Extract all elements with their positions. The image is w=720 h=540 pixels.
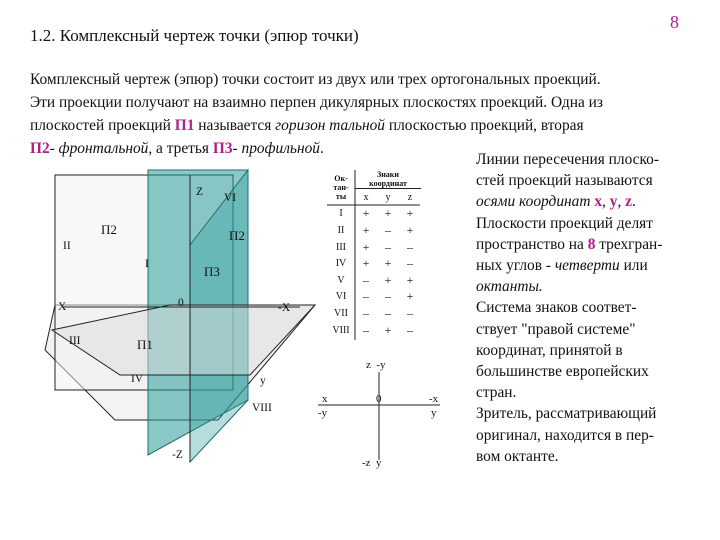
side-text: ствует "правой системе" [476,320,636,338]
intro-text: - [49,140,59,157]
intro-text: Эти проекции получают на взаимно перпен дикулярных плоскостях проекций. Одна из [30,94,603,111]
side-text: стей проекций называются [476,172,653,190]
sign-cell-z: + [406,206,414,221]
intro-text: фронтальной [58,140,149,157]
octant-cell: V [337,274,345,286]
sign-cell-y: – [385,239,391,254]
side-text: Зритель, рассматривающий [476,405,657,423]
side-text: или [619,257,648,275]
col-z: z [399,189,421,206]
label-p3: П3 [204,264,220,279]
sign-cell-y: + [384,272,392,287]
sign-cell-x: + [362,239,370,254]
label-x: X [58,301,67,313]
side-text: трехгран- [595,235,663,253]
sign-cell-y: – [385,222,391,237]
label-iii: III [69,335,81,347]
side-text: y [609,193,618,211]
octant-cell: I [339,208,343,220]
sign-cell-x: – [363,322,369,337]
label-minus-x: -X [278,302,291,314]
cross-label-left: x [322,393,328,405]
page-title: 1.2. Комплексный чертеж точки (эпюр точки) [30,26,359,45]
label-p2-right: П2 [229,228,245,243]
side-text: ных углов - [476,257,555,275]
label-ii: II [63,240,71,252]
sign-cell-z: – [407,322,413,337]
intro-text: профильной [241,140,320,157]
side-text: z [625,193,632,211]
intro-text: называется [194,117,276,134]
cross-label-right: -x [429,393,439,405]
sign-cell-x: + [362,222,370,237]
side-text: четверти [554,257,620,275]
label-i: I [145,258,149,270]
col-y: y [377,189,399,206]
sign-cell-x: + [362,256,370,271]
label-p1: П1 [137,337,153,352]
octant-cell: II [337,224,345,236]
octant-cell: VIII [332,324,350,336]
side-text: 8 [587,235,596,253]
octant-cell: VII [334,307,348,319]
side-text: вом октанте. [476,447,559,465]
intro-text: . [319,140,324,157]
sign-cell-x: – [363,289,369,304]
header-octants: Ок- тан- ты [333,174,349,202]
label-vi: VI [224,192,237,204]
side-text: оригинал, находится в пер- [476,426,654,444]
sign-cell-z: – [407,256,413,271]
sign-cell-x: + [362,206,370,221]
cross-label-right2: y [431,407,437,419]
col-x: x [355,189,377,206]
label-y: y [260,375,266,387]
sign-cell-y: + [384,256,392,271]
sign-cell-z: – [407,239,413,254]
sign-cell-z: + [406,272,414,287]
octant-cell: VI [335,291,347,303]
sign-cell-y: + [384,322,392,337]
sign-cell-y: – [385,305,391,320]
header-signs: Знаки координат [369,170,407,188]
intro-text: П2 [30,140,50,157]
intro-text: П3 [212,140,233,157]
cross-label-bottom: -z y [362,457,382,469]
side-text: Плоскости проекций делят [476,214,653,232]
side-text: координат, принятой в [476,341,623,359]
side-text: стран. [476,384,517,402]
side-text: Система знаков соответ- [476,299,637,317]
cross-label-left2: -y [318,407,328,419]
side-text: Линии пересечения плоско- [476,151,659,168]
side-text: осями координат [476,193,595,211]
sign-cell-x: – [363,305,369,320]
side-text: x [594,193,603,211]
side-text: . [631,193,636,211]
cross-label-top: z -y [366,359,386,371]
sign-cell-z: + [406,289,414,304]
sign-cell-y: – [385,289,391,304]
octant-cell: IV [335,258,347,270]
intro-text: плоскостью проекций, вторая [384,117,584,134]
sign-cell-z: + [406,222,414,237]
sign-cell-x: – [363,272,369,287]
side-text: пространство на [476,235,588,253]
side-text: октанты. [476,278,543,296]
label-origin: 0 [178,297,184,309]
label-minus-z: -Z [172,449,183,461]
intro-text: , а третья [148,140,213,157]
intro-text: плоскостей проекций [30,117,175,134]
side-text: , [602,193,610,211]
intro-text: Комплексный чертеж (эпюр) точки состоит из двух или трех ортогональных проекций. [30,71,601,88]
octant-cell: III [336,241,346,253]
label-p2-left: П2 [101,222,117,237]
intro-text: горизон тальной [275,117,385,134]
intro-text: П1 [174,117,195,134]
side-text: большинстве европейских [476,363,649,381]
label-iv: IV [131,373,144,385]
side-text: , [617,193,626,211]
label-z: Z [196,186,204,198]
sign-cell-z: – [407,305,413,320]
page-number: 8 [670,12,679,32]
intro-text: - [232,140,242,157]
label-viii: VIII [252,402,272,414]
sign-cell-y: + [384,206,392,221]
cross-label-zero: 0 [376,393,382,405]
